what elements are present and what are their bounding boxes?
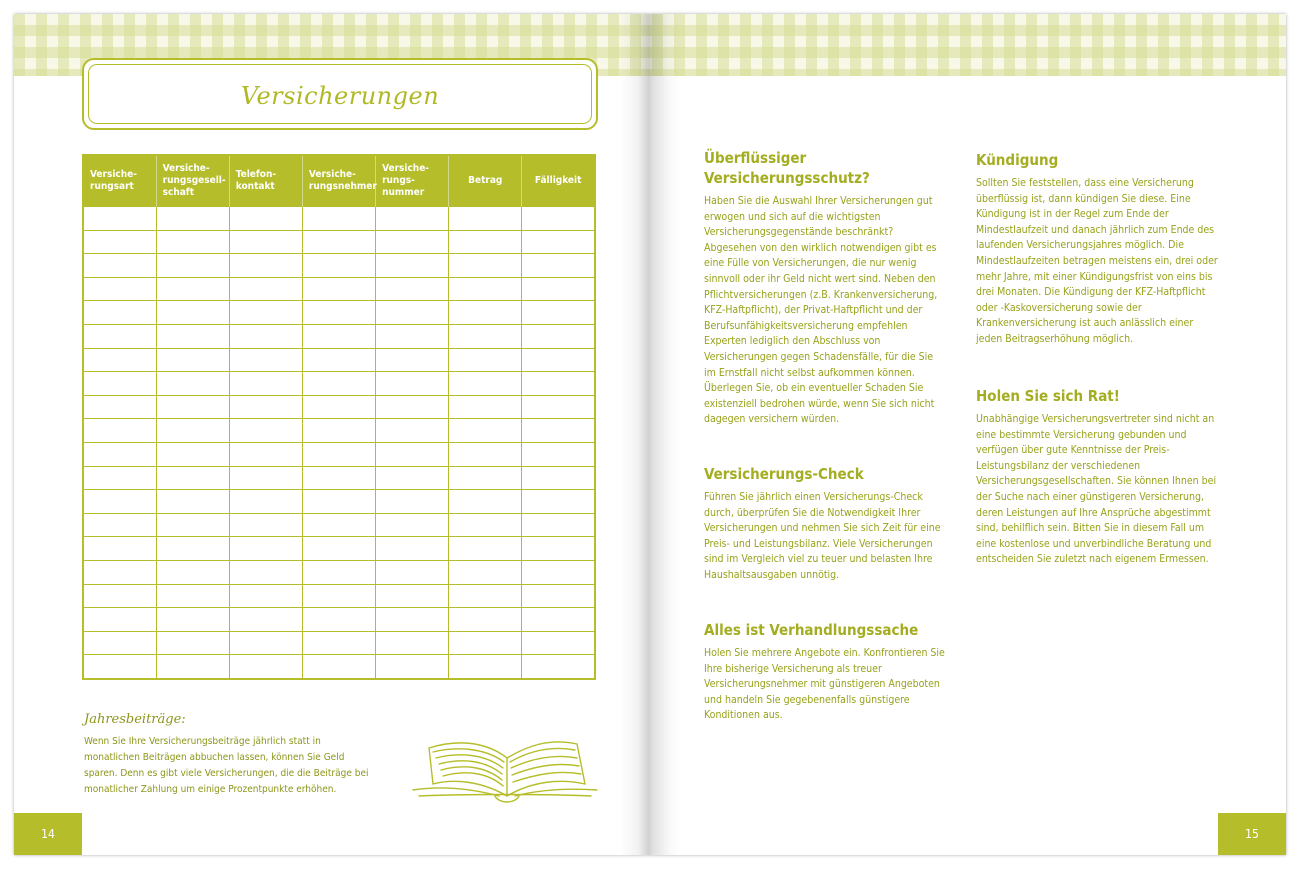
- table-cell: [229, 324, 302, 348]
- table-cell: [449, 513, 522, 537]
- table-row: [83, 230, 595, 254]
- table-cell: [449, 207, 522, 231]
- table-cell: [229, 655, 302, 679]
- column-header-line: rungs-: [382, 175, 415, 186]
- table-cell: [449, 301, 522, 325]
- section-versicherungs-check: [704, 464, 946, 584]
- table-cell: [449, 324, 522, 348]
- table-row: [83, 442, 595, 466]
- table-row: [83, 301, 595, 325]
- table-cell: [376, 230, 449, 254]
- table-cell: [156, 324, 229, 348]
- table-cell: [302, 655, 375, 679]
- table-cell: [376, 631, 449, 655]
- table-cell: [449, 655, 522, 679]
- table-cell: [522, 631, 595, 655]
- table-cell: [376, 277, 449, 301]
- table-cell: [522, 207, 595, 231]
- table-cell: [83, 372, 156, 396]
- column-header: [376, 155, 449, 207]
- table-cell: [229, 631, 302, 655]
- table-cell: [376, 584, 449, 608]
- column-header: [522, 155, 595, 207]
- table-cell: [522, 419, 595, 443]
- table-cell: [449, 442, 522, 466]
- section-text: Unabhängige Versicherungsvertreter sind nicht an eine bestimmte Versicherung gebunden und verfügen über gute Kenntnisse der Preis-Leistungsbilanz der verschiedenen Versicherungsgesellschaften. Sie können Ihnen bei der Suche nach einer günstigeren Versicherung, deren Leistungen auf Ihre Ansprüche abgestimmt sind, behilflich sein. Bitten Sie in diesem Fall um eine kostenlose und unverbindliche Beratung und entscheiden Sie zuletzt nach eigenem Ermessen.: [976, 413, 1217, 566]
- table-cell: [83, 324, 156, 348]
- table-cell: [522, 348, 595, 372]
- table-cell: [376, 608, 449, 632]
- table-cell: [229, 277, 302, 301]
- table-cell: [83, 254, 156, 278]
- section-text: Haben Sie die Auswahl Ihrer Versicherungen gut erwogen und sich auf die wichtigsten Versicherungsgegenstände beschränkt? Abgesehen von den wirklich notwendigen gibt es eine Fülle von Versicherungen, die nur wenig sinnvoll oder ihr Geld nicht wert sind. Neben den Pflichtversicherungen (z.B. Krankenversicherung, KFZ-Haftpflicht), der Privat-Haftpflicht und der Berufsunfähigkeitsversicherung empfehlen Experten lediglich den Abschluss von Versicherungen gegen Schadensfälle, für die Sie im Ernstfall nicht selbst aufkommen können. Überlegen Sie, ob ein eventueller Schaden Sie existenziell bedrohen würde, wenn Sie sich nicht dagegen versichern würden.: [704, 195, 938, 426]
- column-header-line: schaft: [162, 187, 195, 198]
- table-cell: [302, 584, 375, 608]
- table-row: [83, 655, 595, 679]
- table-cell: [522, 372, 595, 396]
- table-cell: [229, 608, 302, 632]
- table-cell: [376, 372, 449, 396]
- table-cell: [83, 207, 156, 231]
- table-cell: [302, 254, 375, 278]
- table-cell: [522, 560, 595, 584]
- table-cell: [83, 537, 156, 561]
- section-heading: Alles ist Verhandlungssache: [704, 621, 919, 639]
- table-cell: [522, 301, 595, 325]
- section-rat: [976, 386, 1218, 568]
- table-cell: [449, 395, 522, 419]
- column-header-line: nummer: [382, 187, 425, 198]
- table-cell: [156, 207, 229, 231]
- page-number-left: 14: [14, 813, 82, 855]
- section-text: Führen Sie jährlich einen Versicherungs-Check durch, überprüfen Sie die Notwendigkeit Ihrer Versicherungen und nehmen Sie sich Zeit für eine Preis- und Leistungsbilanz. Viele Versicherungen sind im Vergleich viel zu teuer und belasten Ihre Haushaltsausgaben unnötig.: [704, 491, 941, 581]
- table-cell: [83, 631, 156, 655]
- table-cell: [156, 230, 229, 254]
- table-cell: [83, 560, 156, 584]
- table-cell: [229, 301, 302, 325]
- column-header-line: Versiche-: [308, 169, 356, 180]
- table-cell: [156, 372, 229, 396]
- table-cell: [522, 608, 595, 632]
- table-cell: [83, 490, 156, 514]
- column-header: [156, 155, 229, 207]
- table-cell: [302, 395, 375, 419]
- table-row: [83, 348, 595, 372]
- table-cell: [376, 560, 449, 584]
- table-cell: [156, 254, 229, 278]
- table-cell: [83, 466, 156, 490]
- table-cell: [376, 348, 449, 372]
- table-cell: [376, 395, 449, 419]
- table-row: [83, 537, 595, 561]
- column-header-line: kontakt: [235, 181, 275, 192]
- table-cell: [156, 655, 229, 679]
- table-cell: [376, 442, 449, 466]
- table-cell: [449, 230, 522, 254]
- table-cell: [522, 466, 595, 490]
- table-cell: [302, 348, 375, 372]
- table-cell: [376, 513, 449, 537]
- table-cell: [156, 301, 229, 325]
- table-cell: [83, 513, 156, 537]
- table-cell: [156, 537, 229, 561]
- table-row: [83, 254, 595, 278]
- table-cell: [156, 442, 229, 466]
- table-cell: [522, 537, 595, 561]
- table-cell: [522, 655, 595, 679]
- page-title: Versicherungen: [240, 82, 440, 110]
- table-cell: [522, 254, 595, 278]
- table-row: [83, 466, 595, 490]
- column-header-line: Versiche-: [90, 169, 137, 180]
- table-cell: [229, 584, 302, 608]
- section-text: Sollten Sie feststellen, dass eine Versicherung überflüssig ist, dann kündigen Sie diese. Eine Kündigung ist in der Regel zum Ende der Mindestlaufzeit und danach jährlich zum Ende des laufenden Versicherungsjahres möglich. Die Mindestlaufzeiten betragen meistens ein, drei oder mehr Jahre, mit einer Kündigungsfrist von eins bis drei Monaten. Die Kündigung der KFZ-Haftpflicht oder -Kaskoversicherung sowie der Krankenversicherung ist auch anlässlich einer jeden Beitragserhöhung möglich.: [976, 177, 1218, 345]
- table-row: [83, 207, 595, 231]
- table-body: [83, 207, 595, 680]
- table-cell: [522, 395, 595, 419]
- table-cell: [302, 608, 375, 632]
- table-row: [83, 490, 595, 514]
- table-cell: [83, 655, 156, 679]
- table-cell: [376, 490, 449, 514]
- table-cell: [449, 277, 522, 301]
- table-cell: [376, 254, 449, 278]
- column-header: [83, 155, 156, 207]
- table-cell: [522, 490, 595, 514]
- table-cell: [376, 537, 449, 561]
- table-cell: [156, 490, 229, 514]
- table-cell: [156, 608, 229, 632]
- insurance-table: [82, 154, 596, 680]
- section-heading: Versicherungs-Check: [704, 465, 864, 483]
- section-verhandlungssache: [704, 620, 946, 724]
- section-text: Holen Sie mehrere Angebote ein. Konfrontieren Sie Ihre bisherige Versicherung als treuer Versicherungsnehmer mit günstigeren Angeboten und handeln Sie gegebenenfalls günstigere Konditionen aus.: [704, 647, 945, 722]
- table-cell: [522, 584, 595, 608]
- tip-text: Wenn Sie Ihre Versicherungsbeiträge jährlich statt in monatlichen Beiträgen abbuchen lassen, können Sie Geld sparen. Denn es gibt viele Versicherungen, die die Beiträge bei monatlicher Zahlung um einige Prozentpunkte erhöhen.: [84, 736, 369, 795]
- table-cell: [302, 537, 375, 561]
- book-spread: [14, 14, 1286, 855]
- table-cell: [522, 277, 595, 301]
- table-row: [83, 513, 595, 537]
- column-header: [229, 155, 302, 207]
- table-cell: [83, 395, 156, 419]
- table-cell: [229, 560, 302, 584]
- tip-title: Jahresbeiträge:: [84, 712, 186, 727]
- table-row: [83, 584, 595, 608]
- table-cell: [449, 537, 522, 561]
- table-cell: [156, 277, 229, 301]
- table-cell: [376, 655, 449, 679]
- table-cell: [156, 395, 229, 419]
- table-row: [83, 372, 595, 396]
- table-cell: [83, 277, 156, 301]
- table-cell: [83, 608, 156, 632]
- section-heading: Holen Sie sich Rat!: [976, 387, 1120, 405]
- table-cell: [376, 207, 449, 231]
- column-header-line: Versiche-: [162, 163, 210, 174]
- table-cell: [229, 442, 302, 466]
- table-cell: [229, 537, 302, 561]
- table-cell: [229, 348, 302, 372]
- table-cell: [449, 608, 522, 632]
- column-header-line: Telefon-: [235, 169, 277, 180]
- table-cell: [229, 207, 302, 231]
- book-gutter-shadow: [620, 14, 680, 855]
- table-row: [83, 324, 595, 348]
- table-cell: [229, 395, 302, 419]
- table-cell: [156, 560, 229, 584]
- table-header-row: [83, 155, 595, 207]
- table-cell: [302, 466, 375, 490]
- table-cell: [156, 584, 229, 608]
- table-cell: [83, 230, 156, 254]
- section-ueberfluessig: [704, 148, 946, 428]
- table-cell: [302, 513, 375, 537]
- table-cell: [229, 466, 302, 490]
- table-row: [83, 631, 595, 655]
- table-cell: [302, 560, 375, 584]
- table-row: [83, 560, 595, 584]
- table-cell: [449, 419, 522, 443]
- section-heading: Kündigung: [976, 151, 1059, 169]
- table-row: [83, 277, 595, 301]
- table-cell: [449, 372, 522, 396]
- table-cell: [449, 254, 522, 278]
- table-cell: [229, 490, 302, 514]
- table-cell: [302, 442, 375, 466]
- table-cell: [449, 631, 522, 655]
- table-cell: [302, 372, 375, 396]
- table-cell: [522, 513, 595, 537]
- section-heading: Überflüssiger Versicherungsschutz?: [704, 149, 870, 187]
- column-header: [302, 155, 375, 207]
- table-cell: [376, 301, 449, 325]
- column-header-line: rungsnehmer: [308, 181, 377, 192]
- table-row: [83, 419, 595, 443]
- column-header: [449, 155, 522, 207]
- table-cell: [156, 513, 229, 537]
- table-cell: [156, 348, 229, 372]
- column-header-line: Betrag: [468, 175, 503, 186]
- table-cell: [302, 301, 375, 325]
- table-cell: [156, 419, 229, 443]
- table-cell: [229, 372, 302, 396]
- table-cell: [83, 442, 156, 466]
- table-cell: [156, 466, 229, 490]
- table-cell: [302, 631, 375, 655]
- table-cell: [83, 348, 156, 372]
- column-header-line: rungsgesell-: [162, 175, 226, 186]
- table-cell: [376, 419, 449, 443]
- table-cell: [229, 230, 302, 254]
- table-cell: [302, 490, 375, 514]
- table-cell: [156, 631, 229, 655]
- table-cell: [376, 466, 449, 490]
- table-cell: [522, 230, 595, 254]
- table-row: [83, 395, 595, 419]
- table-cell: [229, 254, 302, 278]
- table-cell: [83, 584, 156, 608]
- table-cell: [449, 348, 522, 372]
- column-header-line: Versiche-: [382, 163, 430, 174]
- table-cell: [229, 513, 302, 537]
- table-cell: [522, 442, 595, 466]
- table-row: [83, 608, 595, 632]
- table-cell: [302, 230, 375, 254]
- column-header-line: Fälligkeit: [534, 175, 582, 186]
- table-cell: [449, 584, 522, 608]
- table-cell: [302, 277, 375, 301]
- title-frame: [82, 58, 598, 130]
- table-cell: [83, 419, 156, 443]
- section-kuendigung: [976, 150, 1218, 348]
- table-cell: [302, 419, 375, 443]
- table-cell: [449, 560, 522, 584]
- column-header-line: rungsart: [90, 181, 134, 192]
- table-cell: [83, 301, 156, 325]
- page-number-right: 15: [1218, 813, 1286, 855]
- open-book-icon: [399, 718, 604, 803]
- table-cell: [449, 466, 522, 490]
- table-cell: [449, 490, 522, 514]
- table-cell: [302, 207, 375, 231]
- table-cell: [302, 324, 375, 348]
- table-cell: [229, 419, 302, 443]
- table-cell: [522, 324, 595, 348]
- table-cell: [376, 324, 449, 348]
